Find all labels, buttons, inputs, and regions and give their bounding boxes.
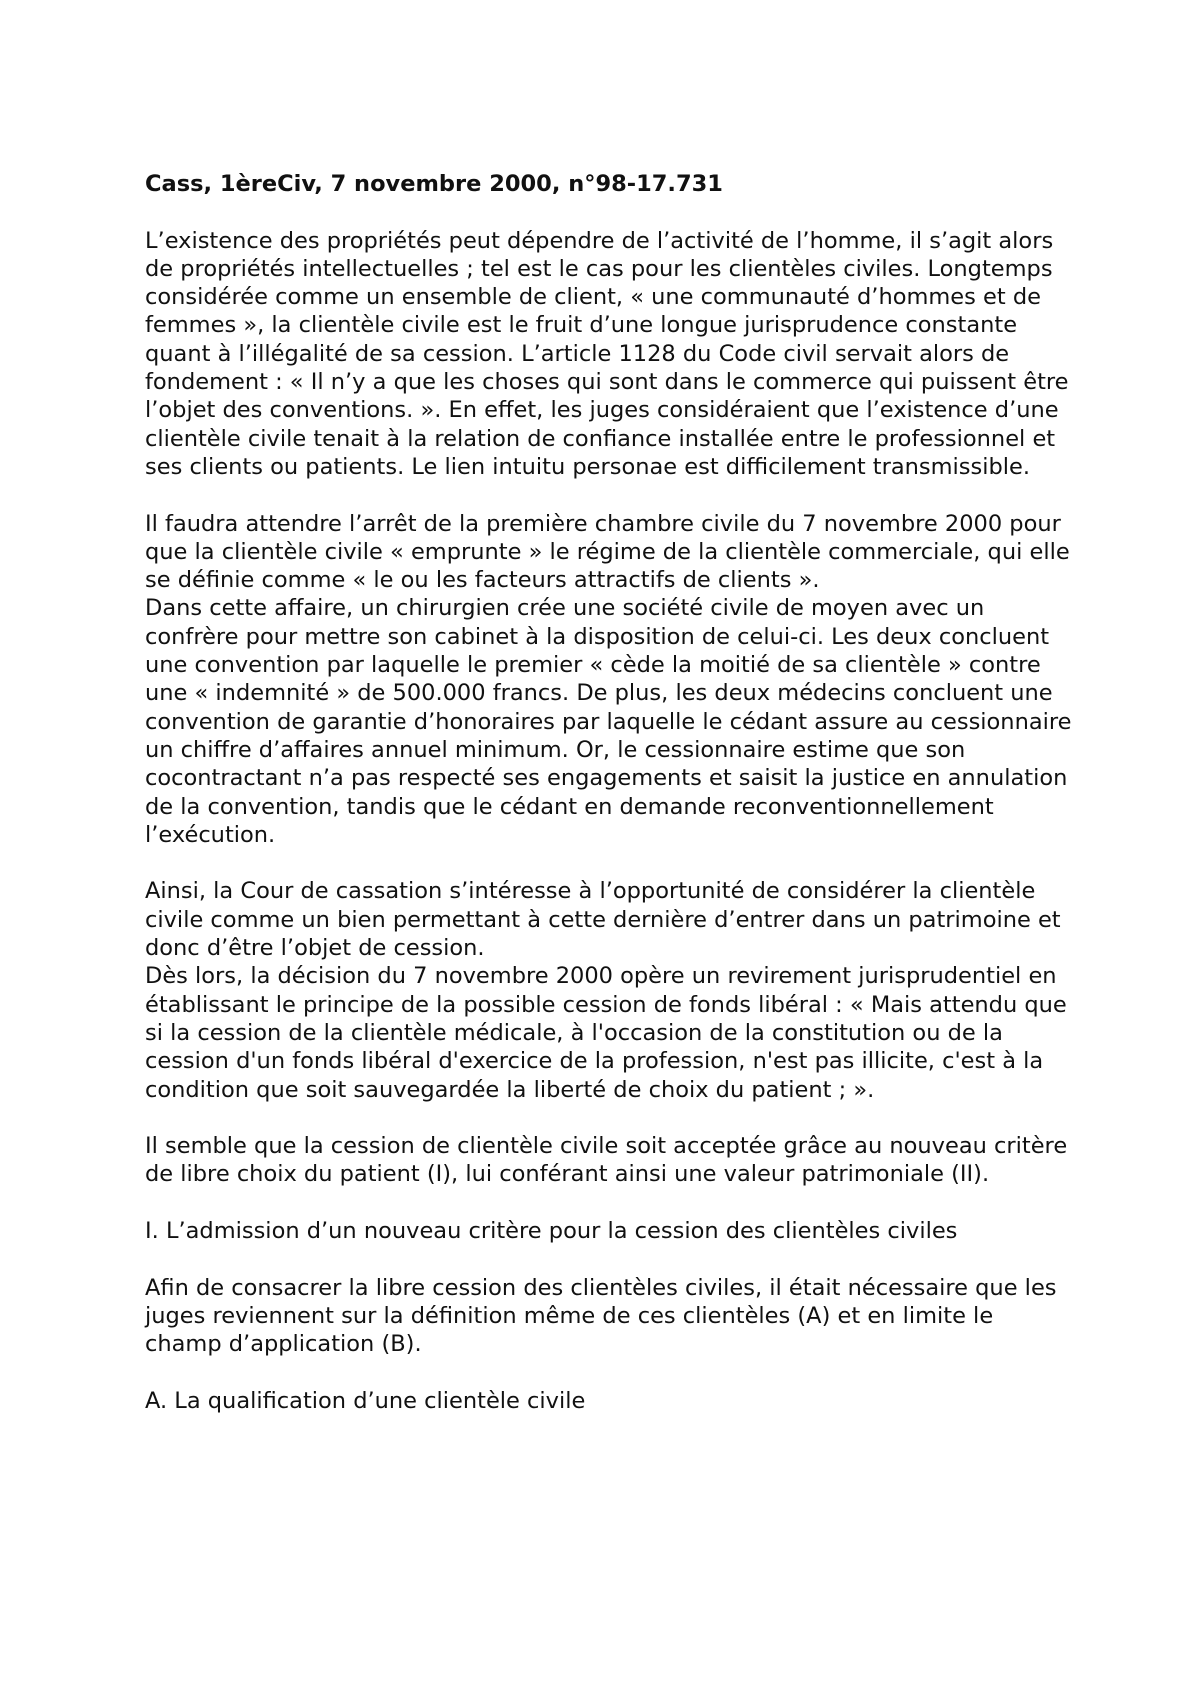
- paragraph-annonce-plan: Il semble que la cession de clientèle civile soit acceptée grâce au nouveau critère de libre choix du patient (I), lui conférant ainsi une valeur patrimoniale (II).: [145, 1133, 1068, 1188]
- document-body: [145, 170, 1075, 1443]
- document-title: Cass, 1èreCiv, 7 novembre 2000, n°98-17.731: [145, 171, 723, 197]
- paragraph-faits: Dans cette affaire, un chirurgien crée une société civile de moyen avec un confrère pour mettre son cabinet à la disposition de celui-ci. Les deux concluent une convention par laquelle le premier « cède la moitié de sa clientèle » contre une « indemnité » de 500.000 francs. De plus, les deux médecins concluent une convention de garantie d’honoraires par laquelle le cédant assure au cessionnaire un chiffre d’affaires annuel minimum. Or, le cessionnaire estime que son cocontractant n’a pas respecté ses engagements et saisit la justice en annulation de la convention, tandis que le cédant en demande reconventionnellement l’exécution.: [145, 595, 1072, 848]
- heading-subpart-a: A. La qualification d’une clientèle civile: [145, 1387, 586, 1414]
- heading-part-one: I. L’admission d’un nouveau critère pour la cession des clientèles civiles: [145, 1217, 958, 1244]
- paragraph-probleme: Ainsi, la Cour de cassation s’intéresse à l’opportunité de considérer la clientèle civile comme un bien permettant à cette dernière d’entrer dans un patrimoine et donc d’être l’objet de cession.: [145, 878, 1061, 962]
- paragraph-arret: Il faudra attendre l’arrêt de la première chambre civile du 7 novembre 2000 pour que la clientèle civile « emprunte » le régime de la clientèle commerciale, qui elle se définie comme « le ou les facteurs attractifs de clients ».: [145, 510, 1070, 594]
- paragraph-introduction: L’existence des propriétés peut dépendre de l’activité de l’homme, il s’agit alors de propriétés intellectuelles ; tel est le cas pour les clientèles civiles. Longtemps considérée comme un ensemble de client, « une communauté d’hommes et de femmes », la clientèle civile est le fruit d’une longue jurisprudence constante quant à l’illégalité de sa cession. L’article 1128 du Code civil servait alors de fondement : « Il n’y a que les choses qui sont dans le commerce qui puissent être l’objet des conventions. ». En effet, les juges considéraient que l’existence d’une clientèle civile tenait à la relation de confiance installée entre le professionnel et ses clients ou patients. Le lien intuitu personae est difficilement transmissible.: [145, 227, 1069, 480]
- paragraph-solution: Dès lors, la décision du 7 novembre 2000 opère un revirement jurisprudentiel en établissant le principe de la possible cession de fonds libéral : « Mais attendu que si la cession de la clientèle médicale, à l'occasion de la constitution ou de la cession d'un fonds libéral d'exercice de la profession, n'est pas illicite, c'est à la condition que soit sauvegardée la liberté de choix du patient ; ».: [145, 963, 1067, 1103]
- paragraph-chapeau: Afin de consacrer la libre cession des clientèles civiles, il était nécessaire que les juges reviennent sur la définition même de ces clientèles (A) et en limite le champ d’application (B).: [145, 1274, 1057, 1358]
